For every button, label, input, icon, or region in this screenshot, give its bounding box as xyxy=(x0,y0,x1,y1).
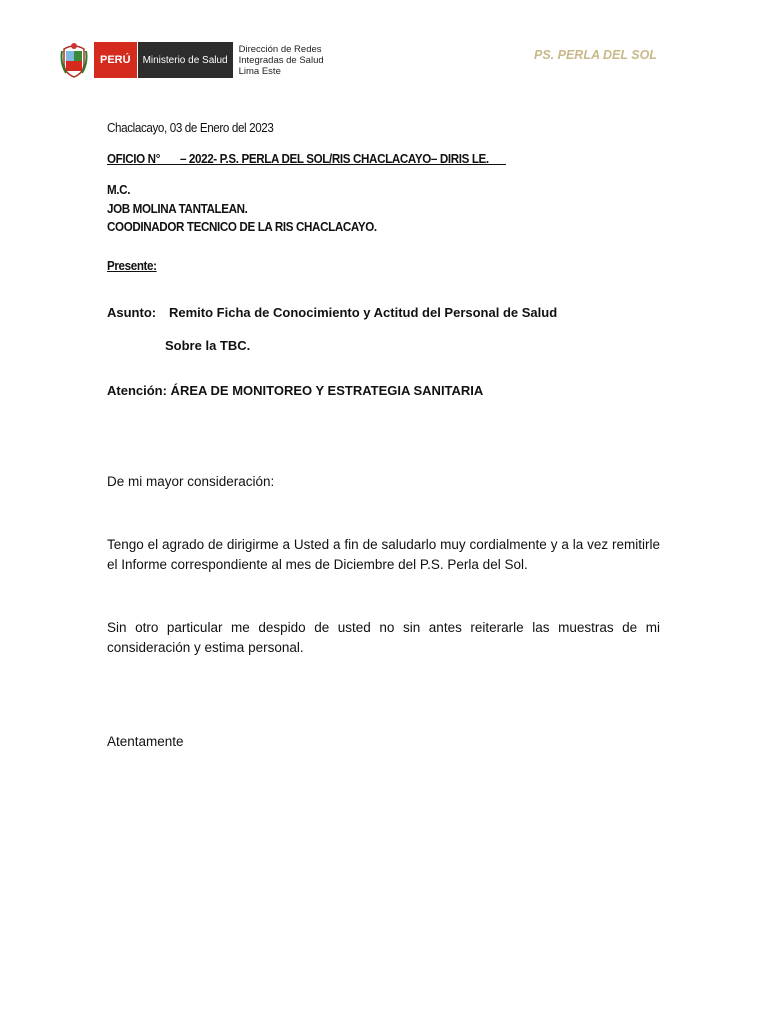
body-paragraph: Sin otro particular me despido de usted no sin antes reiterarle las muestras de mi consideración y estima personal. xyxy=(107,620,660,655)
diris-label xyxy=(239,44,324,77)
peru-label: PERÚ xyxy=(94,42,137,78)
recipient-name: JOB MOLINA TANTALEAN. xyxy=(107,202,248,216)
asunto-label: Asunto: xyxy=(107,305,157,320)
oficio-number: OFICIO N° – 2022- P.S. PERLA DEL SOL/RIS CHACLACAYO– DIRIS LE. xyxy=(107,152,506,166)
asunto-line: Sobre la TBC. xyxy=(165,338,251,353)
letterhead xyxy=(60,40,324,80)
greeting: De mi mayor consideración: xyxy=(107,474,275,489)
diris-line: Lima Este xyxy=(238,65,281,77)
ministry-label: Ministerio de Salud xyxy=(138,42,233,78)
atencion-line: Atención: ÁREA DE MONITOREO Y ESTRATEGIA SANITARIA xyxy=(107,383,484,398)
diris-line: Integradas de Salud xyxy=(238,54,324,66)
brand-name: PS. PERLA DEL SOL xyxy=(534,48,657,62)
letter-date: Chaclacayo, 03 de Enero del 2023 xyxy=(107,121,274,135)
body-paragraph: Tengo el agrado de dirigirme a Usted a fin de saludarlo muy cordialmente y a la vez remitirle el Informe correspondiente al mes de Diciembre del P.S. Perla del Sol. xyxy=(107,537,660,572)
diris-line: Dirección de Redes xyxy=(238,43,322,55)
national-crest-icon xyxy=(60,41,88,79)
closing: Atentamente xyxy=(107,734,184,749)
recipient-title: M.C. xyxy=(107,183,131,197)
recipient-role: COODINADOR TECNICO DE LA RIS CHACLACAYO. xyxy=(107,220,377,234)
asunto-line: Remito Ficha de Conocimiento y Actitud del Personal de Salud xyxy=(169,305,558,320)
presente-label: Presente: xyxy=(107,259,157,273)
